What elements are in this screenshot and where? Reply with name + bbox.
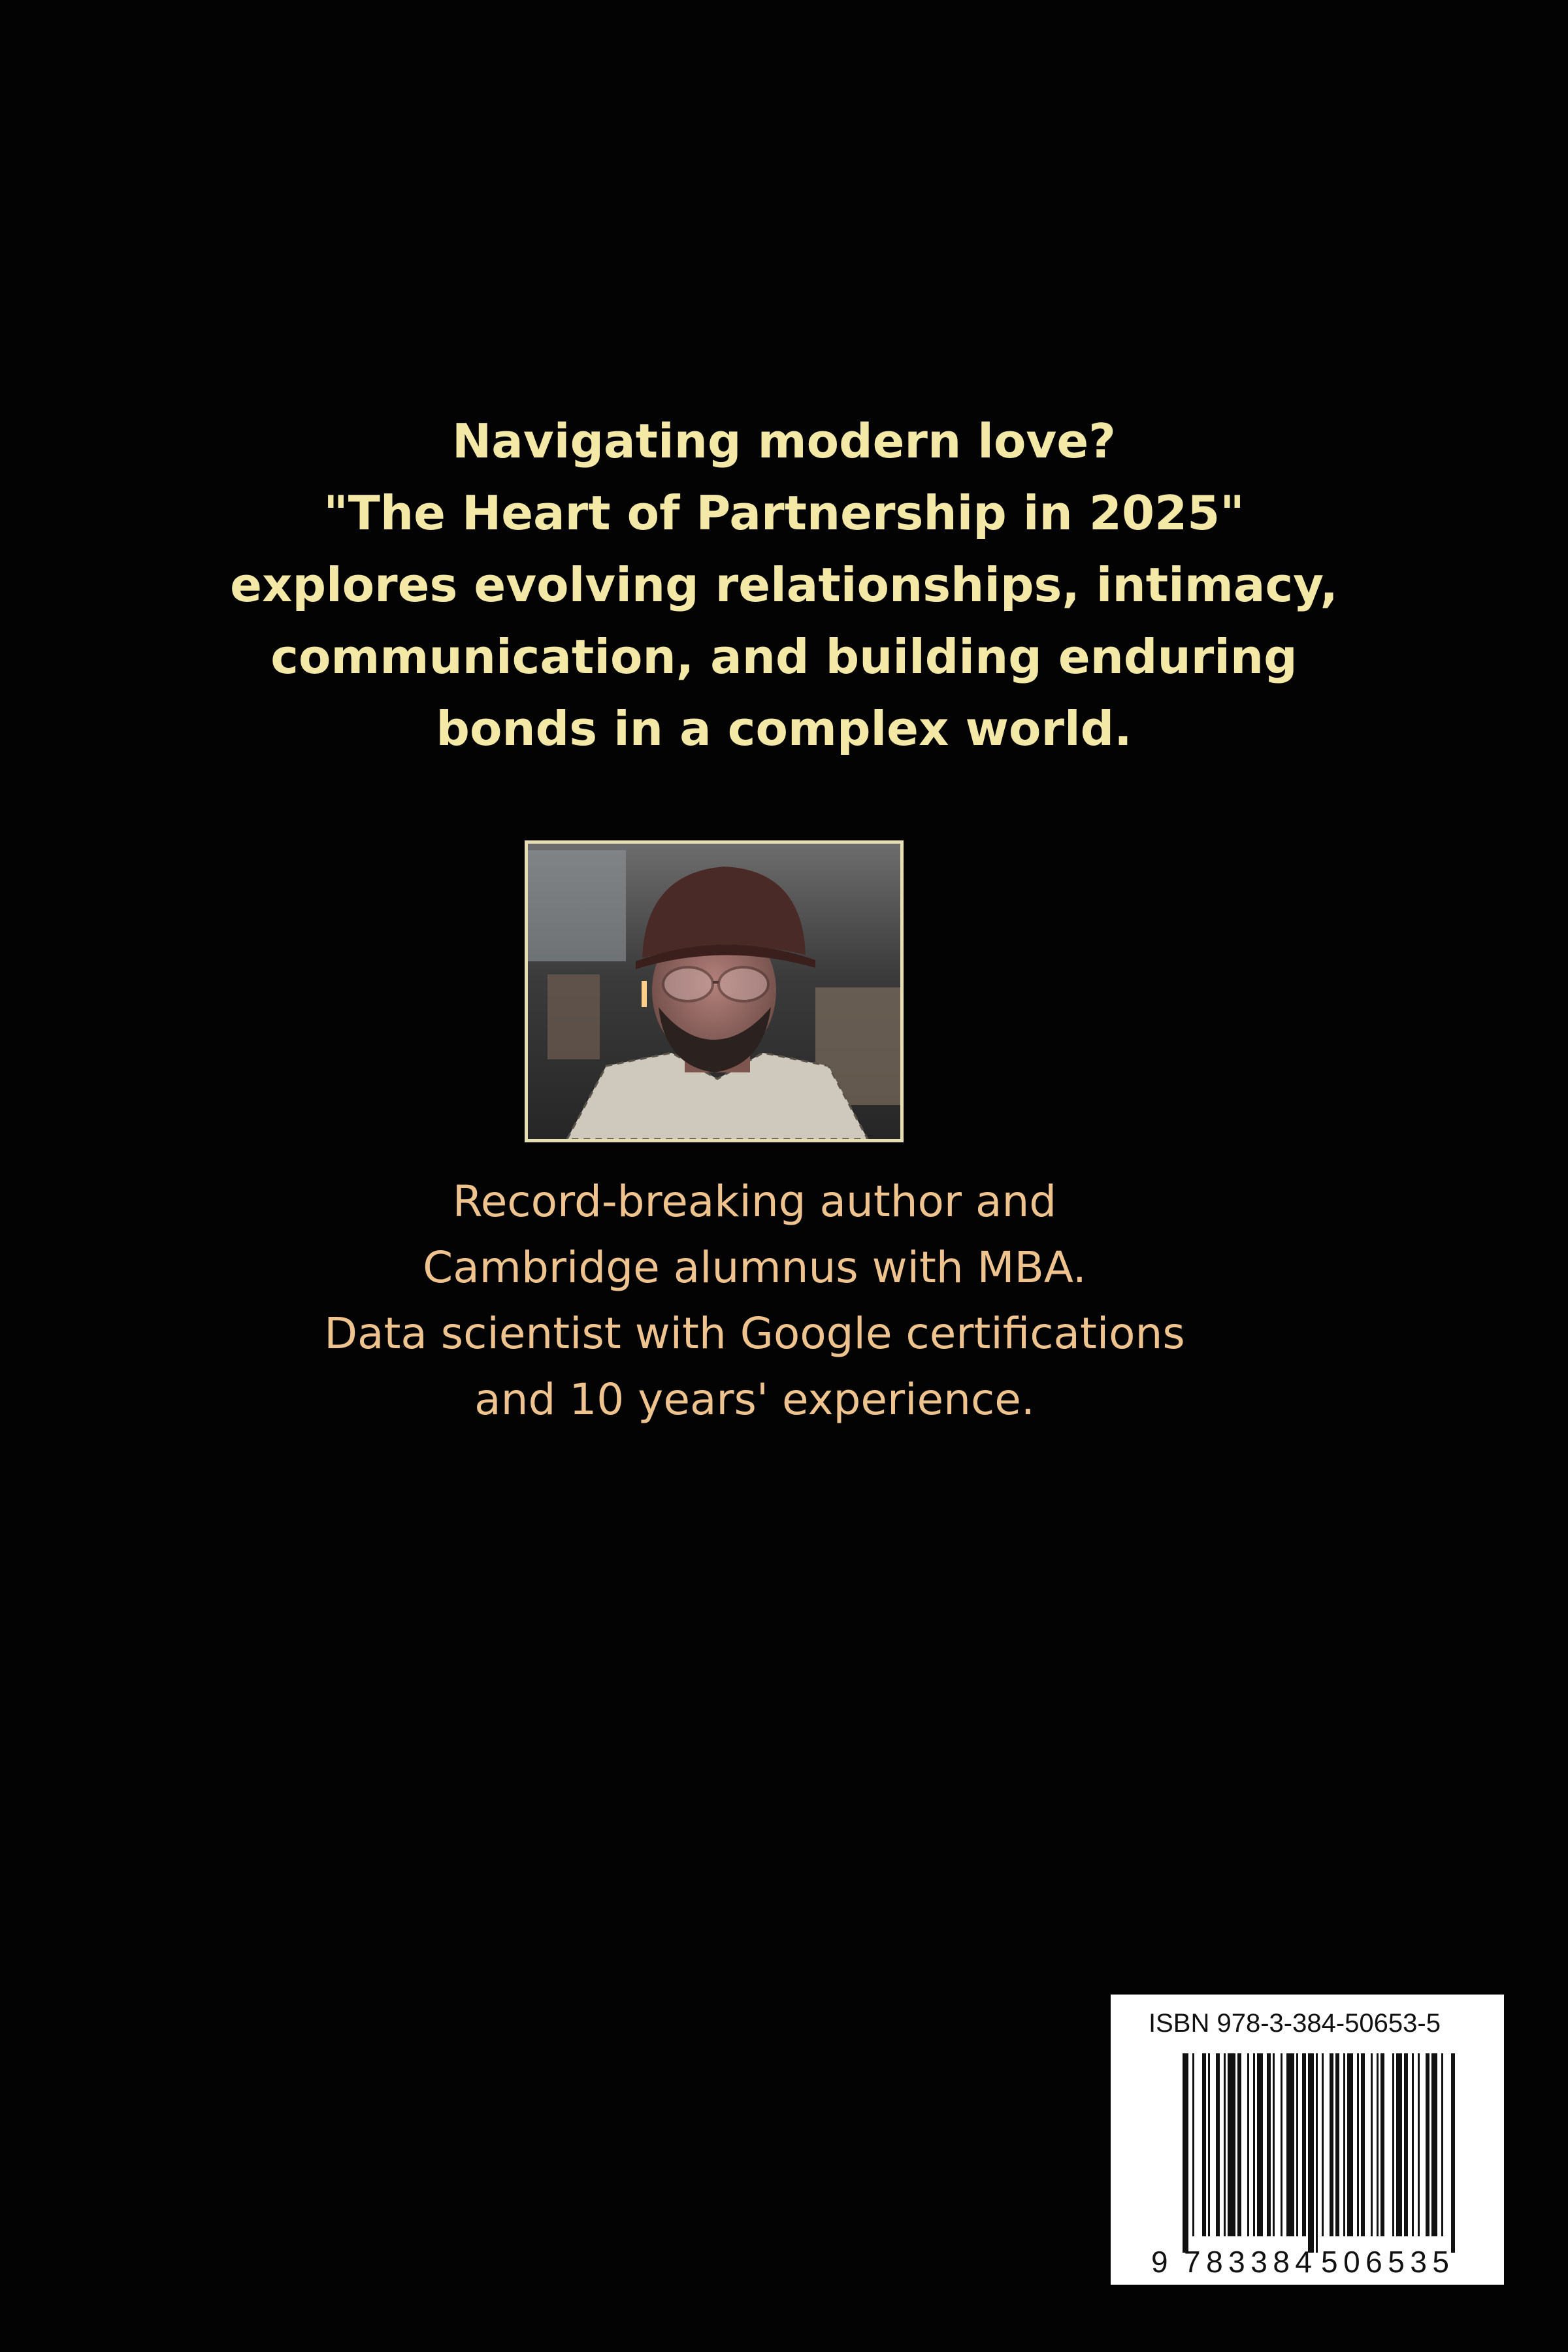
barcode-bar (1392, 2053, 1394, 2236)
barcode-bar (1253, 2053, 1255, 2236)
barcode-bar (1404, 2053, 1408, 2236)
barcode-bar (1322, 2053, 1324, 2236)
barcode-bar (1357, 2053, 1359, 2236)
barcode-digits-left: 783384 (1184, 2245, 1312, 2279)
blurb-line-3: explores evolving relationships, intimacy, (230, 557, 1338, 612)
blurb-line-1: Navigating modern love? (452, 414, 1116, 469)
barcode-bars (1183, 2053, 1455, 2253)
barcode-bar (1380, 2053, 1384, 2236)
barcode-bar (1441, 2053, 1443, 2236)
barcode-bar (1330, 2053, 1333, 2236)
barcode-bar (1308, 2053, 1314, 2253)
barcode-bar (1371, 2053, 1373, 2236)
barcode-digit-first: 9 (1151, 2245, 1168, 2279)
author-bio (0, 1168, 1509, 1433)
barcode-bar (1302, 2053, 1306, 2236)
barcode-bar (1216, 2053, 1220, 2236)
barcode-bar (1412, 2053, 1414, 2236)
blurb-line-4: communication, and building enduring (270, 629, 1298, 684)
isbn-barcode (1111, 1995, 1504, 2285)
bio-line-4: and 10 years' experience. (474, 1374, 1035, 1425)
barcode-bar (1208, 2053, 1210, 2236)
barcode-bar (1431, 2053, 1437, 2236)
barcode-bar (1224, 2053, 1226, 2236)
barcode-bar (1237, 2053, 1241, 2236)
barcode-bar (1247, 2053, 1249, 2236)
barcode-bar (1347, 2053, 1353, 2236)
barcode-bar (1296, 2053, 1298, 2236)
barcode-bar (1257, 2053, 1263, 2236)
barcode-bar (1273, 2053, 1275, 2236)
bio-line-3: Data scientist with Google certifications (324, 1308, 1185, 1359)
blurb-line-2: "The Heart of Partnership in 2025" (323, 486, 1245, 540)
barcode-bar (1281, 2053, 1282, 2236)
barcode-bar (1183, 2053, 1188, 2253)
barcode-bar (1192, 2053, 1194, 2236)
barcode-bar (1267, 2053, 1271, 2236)
barcode-bar (1418, 2053, 1420, 2236)
author-photo (525, 840, 904, 1142)
bio-line-1: Record-breaking author and (452, 1176, 1057, 1227)
barcode-bar (1451, 2053, 1455, 2253)
author-portrait-image (528, 844, 900, 1139)
isbn-label: ISBN 978-3-384-50653-5 (1149, 2009, 1441, 2038)
barcode-bar (1228, 2053, 1235, 2236)
barcode-bar (1316, 2053, 1318, 2253)
barcode-bar (1396, 2053, 1402, 2236)
barcode-digits-right: 506535 (1321, 2245, 1449, 2279)
barcode-bar (1377, 2053, 1379, 2236)
barcode-bar (1426, 2053, 1429, 2236)
barcode-bar (1202, 2053, 1206, 2236)
blurb-text (0, 405, 1568, 765)
bio-line-2: Cambridge alumnus with MBA. (423, 1242, 1086, 1293)
barcode-bar (1361, 2053, 1365, 2236)
barcode-bar (1335, 2053, 1339, 2236)
blurb-line-5: bonds in a complex world. (436, 701, 1132, 756)
barcode-graphic (1130, 2047, 1486, 2279)
barcode-bar (1286, 2053, 1294, 2236)
barcode-bar (1343, 2053, 1345, 2236)
